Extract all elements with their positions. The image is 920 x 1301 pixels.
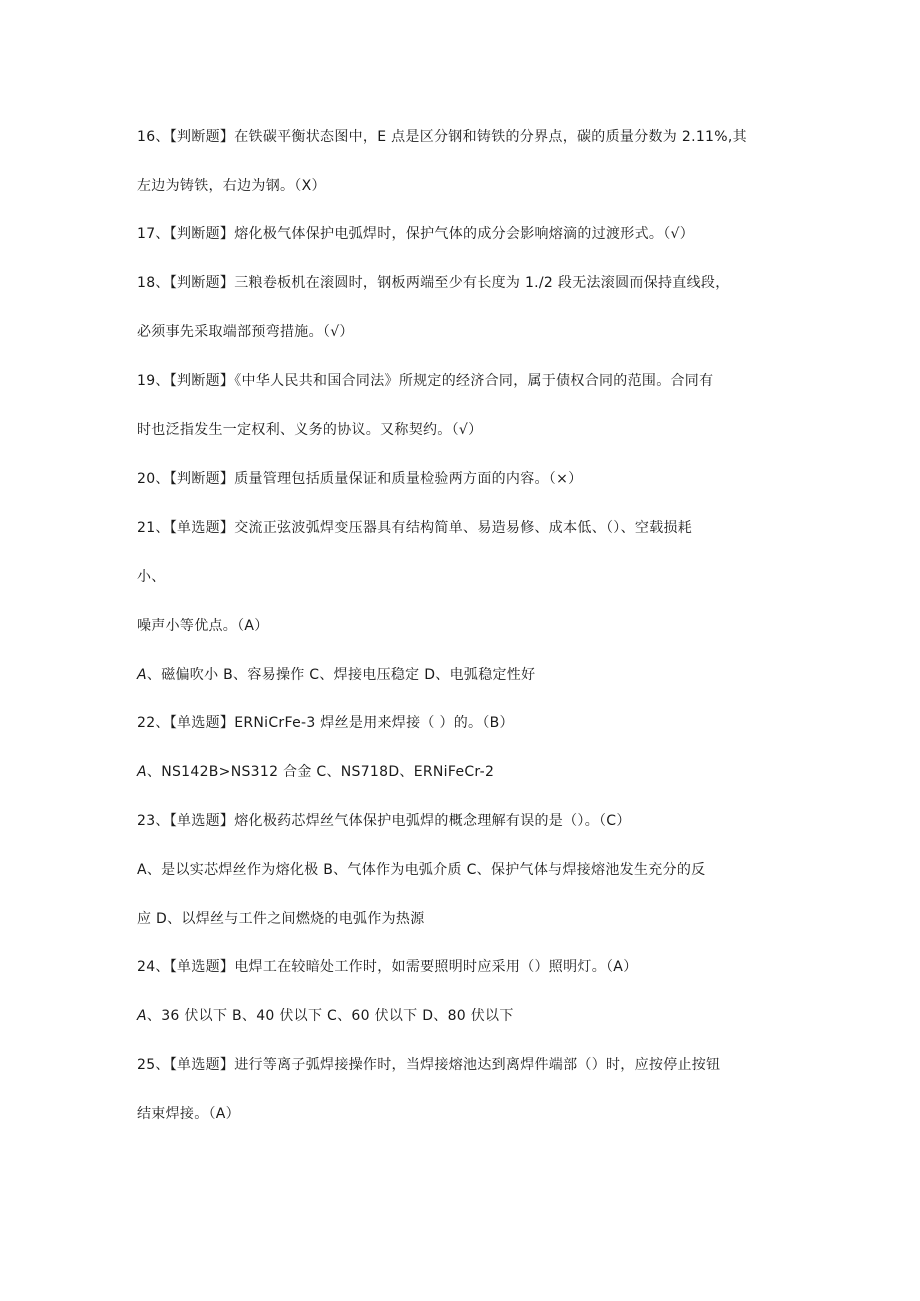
q21-options — [137, 666, 535, 684]
q16-line-1: 16、【判断题】在铁碳平衡状态图中，E 点是区分钢和铸铁的分界点，碳的质量分数为 2.11%,其 — [137, 129, 747, 145]
q19-line-2: 时也泛指发生一定权利、义务的协议。又称契约。（√） — [137, 422, 483, 438]
q25-line-2: 结束焊接。（A） — [137, 1106, 240, 1122]
q22-line-1: 22、【单选题】ERNiCrFe-3 焊丝是用来焊接（ ）的。（B） — [137, 715, 514, 731]
q21-line-3: 噪声小等优点。（A） — [137, 618, 269, 634]
option-letter: A — [137, 764, 147, 780]
q17-line-1: 17、【判断题】熔化极气体保护电弧焊时，保护气体的成分会影响熔滴的过渡形式。（√） — [137, 226, 695, 242]
q19-line-1: 19、【判断题】《中华人民共和国合同法》所规定的经济合同，属于债权合同的范围。合同有 — [137, 373, 714, 389]
q24-options — [137, 1007, 514, 1025]
q21-line-1: 21、【单选题】交流正弦波弧焊变压器具有结构简单、易造易修、成本低、（）、空载损耗 — [137, 520, 693, 536]
option-text: 、磁偏吹小 B、容易操作 C、焊接电压稳定 D、电弧稳定性好 — [146, 667, 536, 683]
q24-line-1: 24、【单选题】电焊工在较暗处工作时，如需要照明时应采用（）照明灯。（A） — [137, 959, 638, 975]
option-text: 、NS142B>NS312 合金 C、NS718D、ERNiFeCr-2 — [146, 764, 495, 780]
q21-line-2: 小、 — [137, 569, 166, 585]
q16-line-2: 左边为铸铁，右边为钢。（X） — [137, 178, 326, 194]
q18-line-1: 18、【判断题】三粮卷板机在滚圆时，钢板两端至少有长度为 1./2 段无法滚圆而保持直线段， — [137, 275, 730, 291]
q18-line-2: 必须事先采取端部预弯措施。（√） — [137, 324, 354, 340]
option-letter: A — [137, 1008, 147, 1024]
q23-line-1: 23、【单选题】熔化极药芯焊丝气体保护电弧焊的概念理解有误的是（）。（C） — [137, 813, 631, 829]
q23-options-line-2: 应 D、以焊丝与工件之间燃烧的电弧作为热源 — [137, 911, 425, 927]
q20-line-1: 20、【判断题】质量管理包括质量保证和质量检验两方面的内容。（×） — [137, 471, 583, 487]
q22-options — [137, 763, 494, 781]
q23-options-line-1: A、是以实芯焊丝作为熔化极 B、气体作为电弧介质 C、保护气体与焊接熔池发生充分的反 — [137, 862, 706, 878]
option-letter: A — [137, 667, 147, 683]
option-text: 、36 伏以下 B、40 伏以下 C、60 伏以下 D、80 伏以下 — [146, 1008, 514, 1024]
q25-line-1: 25、【单选题】进行等离子弧焊接操作时，当焊接熔池达到离焊件端部（）时，应按停止按钮 — [137, 1057, 721, 1073]
